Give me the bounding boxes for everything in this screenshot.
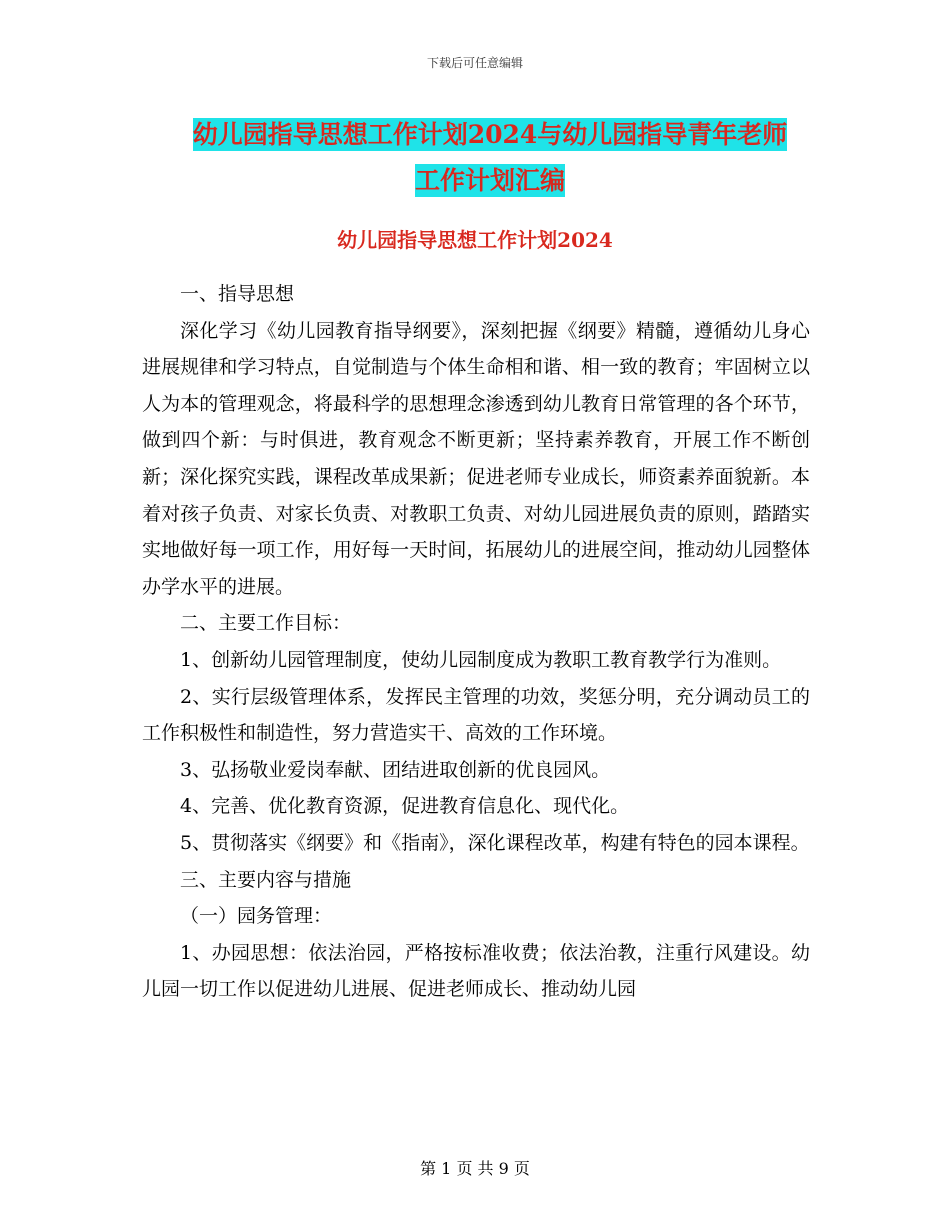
- goal-item: 5、贯彻落实《纲要》和《指南》，深化课程改革，构建有特色的园本课程。: [180, 831, 810, 854]
- goal-item: 3、弘扬敬业爱岗奉献、团结进取创新的优良园风。: [180, 758, 611, 781]
- paragraph: 深化学习《幼儿园教育指导纲要》，深刻把握《纲要》精髓，遵循幼儿身心进展规律和学习特点，自觉制造与个体生命相和谐、相一致的教育；牢固树立以人为本的管理观念，将最科学的思想理念渗透到幼儿教育日常管理的各个环节，做到四个新：与时俱进，教育观念不断更新；坚持素养教育，开展工作不断创新；深化探究实践，课程改革成果新；促进老师专业成长，师资素养面貌新。本着对孩子负责、对家长负责、对教职工负责、对幼儿园进展负责的原则，踏踏实实地做好每一项工作，用好每一天时间，拓展幼儿的进展空间，推动幼儿园整体办学水平的进展。: [142, 319, 810, 598]
- paragraph: 1、办园思想：依法治园，严格按标准收费；依法治教，注重行风建设。幼儿园一切工作以促进幼儿进展、促进老师成长、推动幼儿园: [142, 941, 810, 1001]
- document-title-line2: 工作计划汇编: [414, 166, 565, 195]
- section-title: 幼儿园指导思想工作计划2024: [337, 228, 613, 252]
- page-header-note: 下载后可任意编辑: [426, 56, 523, 70]
- goal-item: 1、创新幼儿园管理制度，使幼儿园制度成为教职工教育教学行为准则。: [180, 648, 782, 671]
- document-body: [142, 276, 810, 1008]
- goal-item: 2、实行层级管理体系，发挥民主管理的功效，奖惩分明，充分调动员工的工作积极性和制造性，努力营造实干、高效的工作环境。: [142, 685, 810, 745]
- subheading-admin: （一）园务管理：: [180, 905, 333, 928]
- page-footer: 第 1 页 共 9 页: [420, 1159, 530, 1178]
- document-title: [140, 112, 840, 204]
- document-title-line1: 幼儿园指导思想工作计划2024与幼儿园指导青年老师: [192, 120, 788, 149]
- heading-guiding-thought: 一、指导思想: [180, 283, 295, 305]
- goal-item: 4、完善、优化教育资源，促进教育信息化、现代化。: [180, 795, 630, 818]
- heading-main-goals: 二、主要工作目标：: [180, 612, 352, 635]
- heading-content-measures: 三、主要内容与措施: [180, 868, 352, 891]
